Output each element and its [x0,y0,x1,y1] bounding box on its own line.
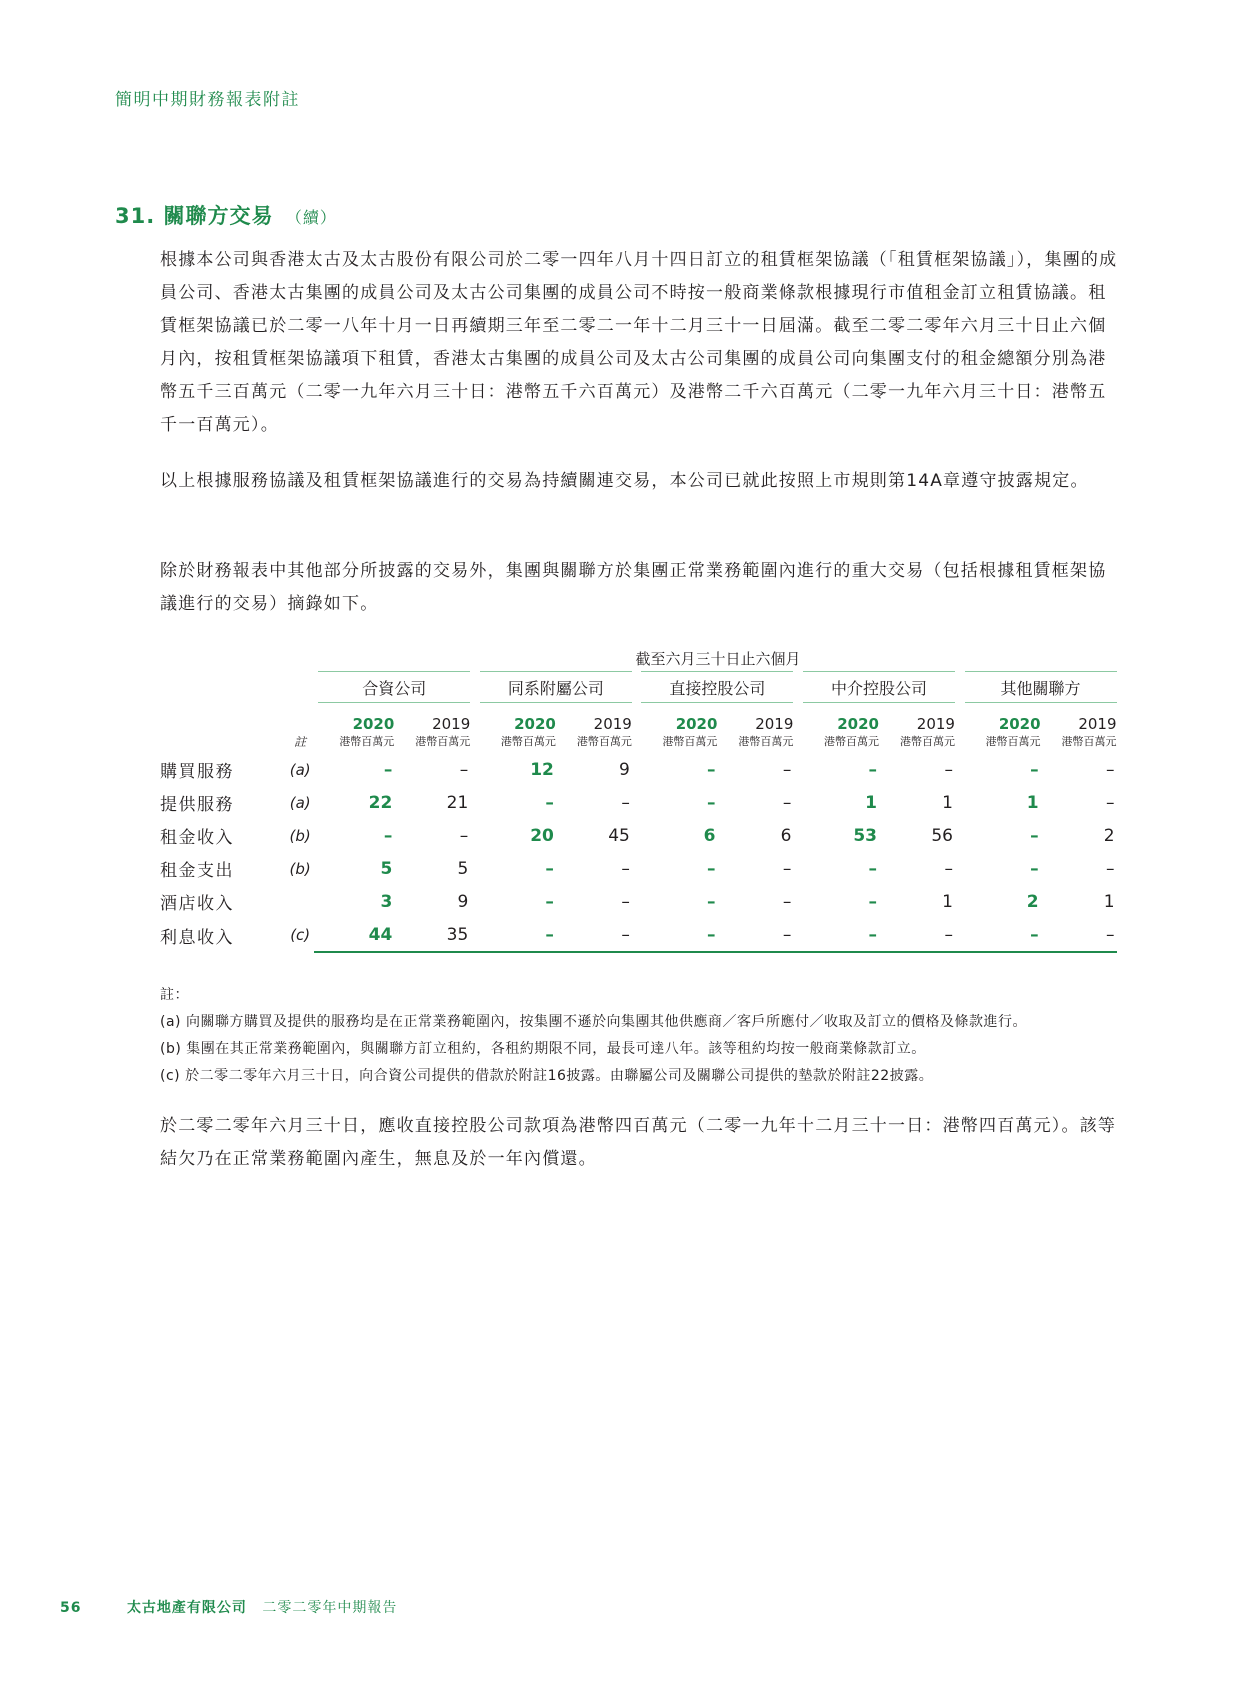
table-cell: – [706,891,716,912]
table-cell: 6 [780,825,792,846]
note-c: (c) 於二零二零年六月三十日，向合資公司提供的借款於附註16披露。由聯屬公司及關聯公司提供的墊款於附註22披露。 [160,1068,934,1084]
period-heading: 截至六月三十日止六個月 [635,649,801,668]
page-footer [60,1597,397,1617]
note-b: (b) 集團在其正常業務範圍內，與關聯方訂立租約，各租約期限不同，最長可達八年。該等租約均按一般商業條款訂立。 [160,1041,926,1057]
page-number: 56 [60,1600,82,1616]
unit-header: 港幣百萬元 [662,735,718,748]
related-party-table [160,645,1122,953]
table-cell: – [1030,825,1039,846]
row-label: 利息收入 [160,927,234,948]
row-label: 租金支出 [160,861,234,881]
table-row [160,786,1122,819]
table-cell: 56 [931,825,953,846]
table-row [160,852,1122,885]
table-cell: – [545,891,554,912]
running-head: 簡明中期財務報表附註 [115,90,300,110]
paragraph-material-transactions: 除於財務報表中其他部分所披露的交易外，集團與關聯方於集團正常業務範圍內進行的重大交易（包括根據租賃框架協議進行的交易）摘錄如下。 [160,561,1107,614]
row-label: 酒店收入 [160,894,234,914]
table-row [160,885,1122,918]
year-header: 2020 [641,703,717,734]
row-note: (a) [289,760,311,779]
table-cell: – [545,792,554,813]
table-cell: – [782,792,792,813]
table-row [160,918,1122,952]
table-row [160,819,1122,852]
table-cell: – [383,759,393,780]
table-cell: – [480,918,556,952]
table-cell: 1 [865,792,877,813]
section-name: 關聯方交易 [163,204,274,228]
table-cell: 12 [530,759,554,780]
table-cell: 5 [380,858,393,879]
table-cell: 44 [318,918,394,952]
table-cell: 53 [853,825,877,846]
table-cell: 2 [1103,825,1115,846]
table-cell: – [1106,759,1115,780]
unit-header: 港幣百萬元 [415,735,471,748]
row-label: 購買服務 [160,762,234,782]
paragraph-amount-due: 於二零二零年六月三十日，應收直接控股公司款項為港幣四百萬元（二零一九年十二月三十一日：港幣四百萬元）。該等結欠乃在正常業務範圍內產生，無息及於一年內償還。 [160,1116,1117,1169]
table-cell: – [621,891,630,912]
table-cell: – [459,759,469,780]
table-cell: 22 [368,792,393,813]
table-cell: – [706,759,716,780]
group-header: 中介控股公司 [803,672,955,703]
note-a: (a) 向關聯方購買及提供的服務均是在正常業務範圍內，按集團不遜於向集團其他供應商／客戶所應付／收取及訂立的價格及條款進行。 [160,1014,1027,1030]
table-cell: – [706,858,716,879]
unit-header: 港幣百萬元 [824,735,879,748]
footer-report: 二零二零年中期報告 [262,1600,398,1616]
year-header: 2020 [318,703,394,734]
table-cell: 1 [942,792,953,813]
year-header: 2019 [1041,703,1117,734]
table-row [160,753,1122,786]
note-column-header: 註 [294,735,307,749]
year-header: 2019 [394,703,470,734]
table-cell: 1 [942,891,953,912]
unit-header: 港幣百萬元 [985,735,1041,748]
row-note: (b) [289,826,311,845]
table-cell: 1 [1026,792,1039,813]
table-cell: – [879,918,955,952]
table-cell: 9 [619,759,630,780]
table-cell: – [459,825,469,846]
table-cell: – [1041,918,1117,952]
table-cell: – [556,918,632,952]
table-cell: 6 [703,825,716,846]
section-number: 31. [115,204,156,228]
row-label: 租金收入 [160,828,234,848]
year-header: 2019 [879,703,955,734]
table-cell: – [621,858,630,879]
unit-header: 港幣百萬元 [339,735,395,748]
table-cell: 9 [457,891,469,912]
table-cell: – [1030,759,1039,780]
table-cell: – [1106,792,1115,813]
notes-heading: 註： [160,987,189,1003]
table-cell: – [383,825,393,846]
table-cell: 35 [394,918,470,952]
table-cell: – [944,858,953,879]
unit-header: 港幣百萬元 [1061,735,1117,748]
table-cell: – [782,891,792,912]
section-continued: （續） [285,208,337,227]
table-notes [160,982,1122,1090]
table-cell: 2 [1026,891,1039,912]
table-cell: – [1030,858,1039,879]
section-title [115,200,337,230]
table-cell: 1 [1103,891,1115,912]
table-cell: 20 [530,825,554,846]
table-cell: – [868,858,877,879]
row-note: (b) [289,859,311,878]
row-note [286,885,314,918]
table-cell: – [641,918,717,952]
unit-header: 港幣百萬元 [899,735,955,748]
table-cell: 3 [380,891,393,912]
table-cell: – [706,792,716,813]
table-cell: – [868,759,877,780]
year-header: 2020 [480,703,556,734]
group-header: 同系附屬公司 [480,672,632,703]
table-cell: 5 [457,858,469,879]
table-cell: – [717,918,793,952]
row-label: 提供服務 [160,795,234,815]
table-cell: – [782,759,792,780]
table-cell: 21 [446,792,469,813]
paragraph-lease-framework: 根據本公司與香港太古及太古股份有限公司於二零一四年八月十四日訂立的租賃框架協議（「租賃框架協議」），集團的成員公司、香港太古集團的成員公司及太古公司集團的成員公司不時按一般商業條款根據現行市值租金訂立租賃協議。租賃框架協議已於二零一八年十月一日再續期三年至二零二一年十二月三十一日屆滿。截至二零二零年六月三十日止六個月內，按租賃框架協議項下租賃，香港太古集團的成員公司及太古公司集團的成員公司向集團支付的租金總額分別為港幣五千三百萬元（二零一九年六月三十日：港幣五千六百萬元）及港幣二千六百萬元（二零一九年六月三十日：港幣五千一百萬元）。 [160,250,1118,435]
year-header: 2020 [965,703,1041,734]
table-cell: – [944,759,953,780]
row-note: (a) [289,793,311,812]
table-cell: – [545,858,554,879]
table-cell: – [868,891,877,912]
table-cell: – [621,792,630,813]
table-cell: – [803,918,879,952]
unit-header: 港幣百萬元 [500,735,556,748]
table-cell: – [1106,858,1115,879]
table-cell: 45 [608,825,630,846]
table-cell: – [782,858,792,879]
year-header: 2019 [556,703,632,734]
group-header: 合資公司 [318,672,470,703]
paragraph-continuing-connected: 以上根據服務協議及租賃框架協議進行的交易為持續關連交易，本公司已就此按照上市規則第14A章遵守披露規定。 [160,471,1089,491]
year-header: 2020 [803,703,879,734]
group-header: 直接控股公司 [641,672,793,703]
unit-header: 港幣百萬元 [738,735,794,748]
group-header: 其他關聯方 [965,672,1117,703]
footer-company: 太古地產有限公司 [126,1600,247,1616]
year-header: 2019 [717,703,793,734]
unit-header: 港幣百萬元 [576,735,632,748]
row-note: (c) [290,926,311,944]
table-cell: – [965,918,1041,952]
